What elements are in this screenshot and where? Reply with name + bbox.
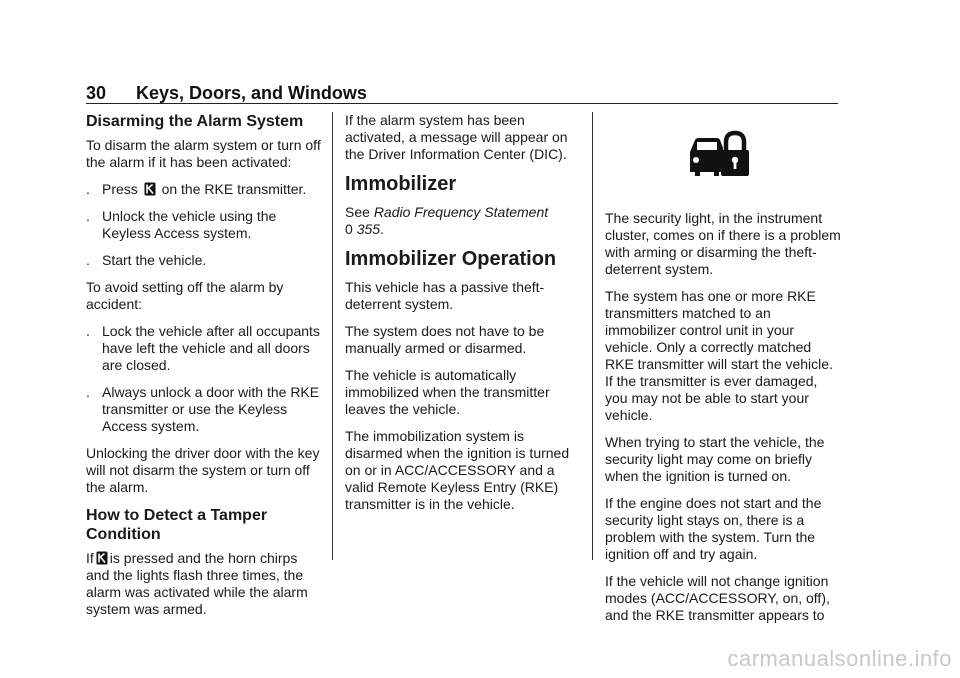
watermark: carmanualsonline.info: [727, 646, 952, 671]
section-heading: How to Detect a Tamper Condition: [86, 507, 268, 543]
column-middle: [345, 112, 581, 523]
list-item: [86, 384, 322, 435]
paragraph-text: is pressed and the horn chirps and the lights flash three times, the alarm was activated while the alarm system was armed.: [86, 550, 308, 617]
list-text: Lock the vehicle after all occupants have left the vehicle and all doors are closed.: [102, 323, 320, 373]
paragraph-text: If: [86, 550, 94, 566]
list-text: Press: [102, 181, 138, 197]
reference-title: Radio Frequency Statement: [373, 204, 549, 220]
page-title: Keys, Doors, and Windows: [136, 83, 367, 103]
paragraph: The system has one or more RKE transmitters matched to an immobilizer control unit in your vehicle. Only a correctly matched RKE transmitter will start the vehicle. If the transmitter is ever damaged, you may not be able to start your vehicle.: [605, 288, 833, 423]
key-fob-icon: [96, 551, 108, 565]
bullet: .: [86, 252, 90, 268]
paragraph: To disarm the alarm system or turn off the alarm if it has been activated:: [86, 137, 321, 170]
list-item: [86, 252, 322, 269]
list-text: on the RKE transmitter.: [161, 181, 307, 197]
list-text: Start the vehicle.: [102, 252, 207, 268]
paragraph: When trying to start the vehicle, the security light may come on briefly when the ignition is turned on.: [605, 434, 825, 484]
paragraph: If the engine does not start and the security light stays on, there is a problem with the system. Turn the ignition off and try again.: [605, 495, 822, 562]
see-reference: [345, 204, 581, 238]
paragraph: If the alarm system has been activated, a message will appear on the Driver Information Center (DIC).: [345, 112, 568, 162]
section-heading: Disarming the Alarm System: [86, 113, 304, 130]
list-item: [86, 323, 322, 374]
section-heading: Immobilizer Operation: [345, 248, 557, 270]
paragraph: The vehicle is automatically immobilized when the transmitter leaves the vehicle.: [345, 367, 550, 417]
list-item: [86, 208, 322, 242]
section-heading: Immobilizer: [345, 173, 457, 195]
list-text: Unlock the vehicle using the Keyless Access system.: [102, 208, 277, 241]
column-right: [605, 112, 841, 634]
list-text: Always unlock a door with the RKE transmitter or use the Keyless Access system.: [102, 384, 320, 434]
bullet: .: [86, 208, 90, 224]
reference-page: 355: [356, 221, 381, 237]
see-label: See: [345, 204, 370, 220]
paragraph: If the vehicle will not change ignition modes (ACC/ACCESSORY, on, off), and the RKE transmitter appears to: [605, 573, 830, 623]
paragraph: [86, 550, 322, 618]
list-item: [86, 181, 322, 198]
column-left: [86, 112, 322, 628]
reference-end: .: [380, 221, 384, 237]
column-divider: [592, 112, 593, 560]
paragraph: To avoid setting off the alarm by accident:: [86, 279, 284, 312]
header-rule: [86, 103, 838, 104]
column-divider: [332, 112, 333, 560]
bullet-list: [86, 181, 322, 269]
bullet: .: [86, 323, 90, 339]
paragraph: Unlocking the driver door with the key will not disarm the system or turn off the alarm.: [86, 445, 320, 495]
key-fob-icon: [144, 182, 156, 196]
page-header: [86, 83, 838, 103]
paragraph: This vehicle has a passive theft-deterrent system.: [345, 279, 545, 312]
paragraph: The immobilization system is disarmed when the ignition is turned on or in ACC/ACCESSORY and a valid Remote Keyless Entry (RKE) transmitter is in the vehicle.: [345, 428, 570, 512]
security-light-icon: [686, 130, 750, 182]
paragraph: The system does not have to be manually armed or disarmed.: [345, 323, 545, 356]
page-number: 30: [86, 83, 107, 103]
paragraph: The security light, in the instrument cluster, comes on if there is a problem with arming or disarming the theft-deterrent system.: [605, 210, 841, 277]
bullet-list: [86, 323, 322, 435]
bullet: .: [86, 181, 90, 197]
bullet: .: [86, 384, 90, 400]
page-ref-icon: 0: [345, 221, 353, 237]
